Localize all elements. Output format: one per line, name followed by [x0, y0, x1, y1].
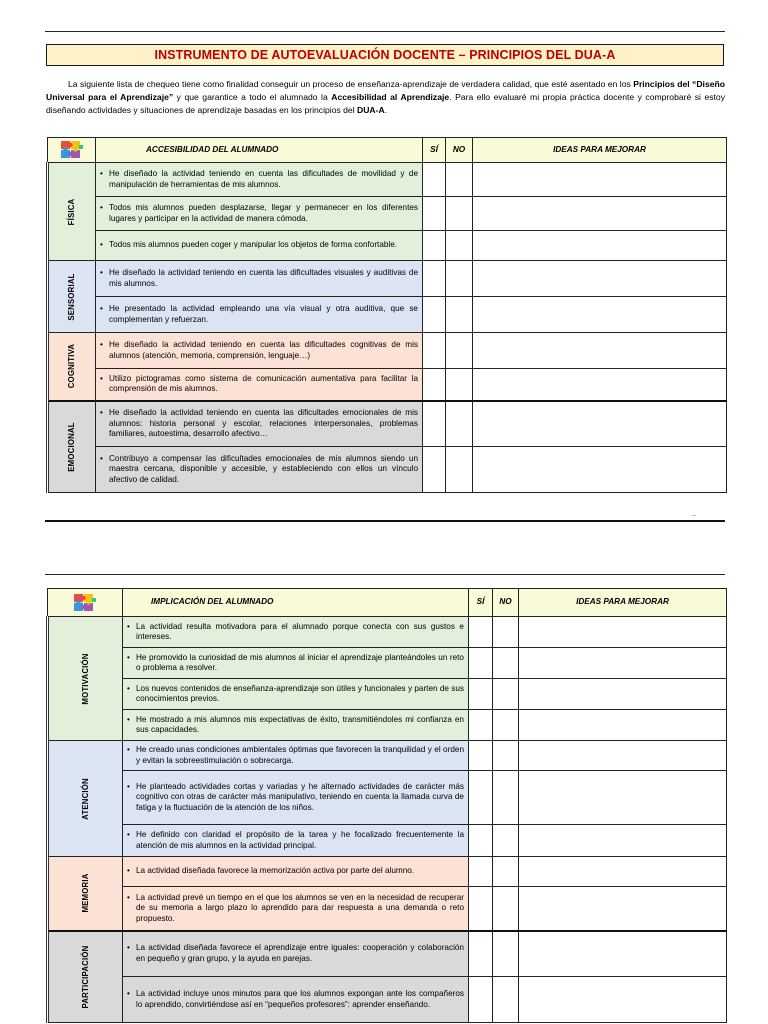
ideas-input-cell[interactable] [473, 369, 727, 401]
si-checkbox-cell[interactable] [469, 931, 493, 977]
ideas-input-cell[interactable] [519, 617, 727, 648]
si-checkbox-cell[interactable] [469, 771, 493, 825]
table-row [48, 679, 727, 710]
table-row [48, 401, 727, 447]
ideas-input-cell[interactable] [519, 887, 727, 931]
ideas-input-cell[interactable] [473, 163, 727, 197]
col-no-header: NO [446, 138, 473, 163]
si-checkbox-cell[interactable] [423, 163, 446, 197]
no-checkbox-cell[interactable] [493, 617, 519, 648]
no-checkbox-cell[interactable] [446, 369, 473, 401]
ideas-input-cell[interactable] [519, 931, 727, 977]
checklist-item: • He mostrado a mis alumnos mis expectativas de éxito, transmitiéndoles mi confianza en sus capacidades. [123, 710, 469, 741]
table-row [48, 857, 727, 887]
table-row [48, 369, 727, 401]
table-row [48, 977, 727, 1023]
ideas-input-cell[interactable] [473, 297, 727, 333]
si-checkbox-cell[interactable] [469, 741, 493, 771]
checklist-item: • La actividad incluye unos minutos para que los alumnos expongan ante los compañeros lo aprendido, convirtiéndose así en “pequeños profesores”: aprender enseñando. [123, 977, 469, 1023]
checklist-item: • He definido con claridad el propósito de la tarea y he focalizado frecuentemente la atención de mis alumnos en la actividad principal. [123, 825, 469, 857]
si-checkbox-cell[interactable] [423, 261, 446, 297]
table-row [48, 741, 727, 771]
no-checkbox-cell[interactable] [446, 333, 473, 369]
ideas-input-cell[interactable] [519, 857, 727, 887]
no-checkbox-cell[interactable] [446, 231, 473, 261]
checklist-item: • Utilizo pictogramas como sistema de comunicación aumentativa para facilitar la comprensión de mis alumnos. [96, 369, 423, 401]
implicacion-checklist [46, 588, 727, 1023]
no-checkbox-cell[interactable] [446, 401, 473, 447]
si-checkbox-cell[interactable] [469, 679, 493, 710]
checklist-item: • Todos mis alumnos pueden desplazarse, llegar y permanecer en los diferentes lugares y participar en la actividad de manera cómoda. [96, 197, 423, 231]
category-fisica: FÍSICA [48, 163, 96, 261]
category-atencion: ATENCIÓN [48, 741, 123, 857]
si-checkbox-cell[interactable] [469, 857, 493, 887]
no-checkbox-cell[interactable] [493, 977, 519, 1023]
col-si-header: SÍ [469, 589, 493, 617]
table-row [48, 447, 727, 493]
si-checkbox-cell[interactable] [423, 333, 446, 369]
si-checkbox-cell[interactable] [423, 231, 446, 261]
no-checkbox-cell[interactable] [446, 163, 473, 197]
no-checkbox-cell[interactable] [493, 887, 519, 931]
no-checkbox-cell[interactable] [493, 710, 519, 741]
no-checkbox-cell[interactable] [446, 261, 473, 297]
checklist-item: • La actividad resulta motivadora para el alumnado porque conecta con sus gustos e intereses. [123, 617, 469, 648]
table-header-row [48, 589, 727, 617]
si-checkbox-cell[interactable] [423, 369, 446, 401]
checklist-item: • He presentado la actividad empleando una vía visual y otra auditiva, que se complementan y refuerzan. [96, 297, 423, 333]
checklist-item: • Todos mis alumnos pueden coger y manipular los objetos de forma confortable. [96, 231, 423, 261]
table-row [48, 261, 727, 297]
page-break-rule [45, 520, 725, 522]
puzzle-pieces-icon [48, 589, 123, 617]
accesibilidad-checklist [46, 137, 727, 493]
page-mark [692, 515, 696, 516]
puzzle-pieces-icon [48, 138, 96, 163]
ideas-input-cell[interactable] [519, 741, 727, 771]
ideas-input-cell[interactable] [519, 771, 727, 825]
si-checkbox-cell[interactable] [423, 297, 446, 333]
col-no-header: NO [493, 589, 519, 617]
checklist-item: • He creado unas condiciones ambientales óptimas que favorecen la tranquilidad y el orden y evitan la sobreestimulación o sobrecarga. [123, 741, 469, 771]
ideas-input-cell[interactable] [473, 447, 727, 493]
checklist-item: • He diseñado la actividad teniendo en cuenta las dificultades de movilidad y de manipulación de herramientas de mis alumnos. [96, 163, 423, 197]
table-title: ACCESIBILIDAD DEL ALUMNADO [96, 138, 423, 163]
checklist-item: • He planteado actividades cortas y variadas y he alternado actividades de carácter más cognitivo con otras de carácter más manipulativo, teniendo en cuenta la llamada curva de fatiga y la fluctuación de la atención de los niños. [123, 771, 469, 825]
ideas-input-cell[interactable] [519, 825, 727, 857]
table-row [48, 333, 727, 369]
si-checkbox-cell[interactable] [423, 401, 446, 447]
col-ideas-header: IDEAS PARA MEJORAR [473, 138, 727, 163]
category-motivacion: MOTIVACIÓN [48, 617, 123, 741]
table-row [48, 297, 727, 333]
ideas-input-cell[interactable] [473, 401, 727, 447]
ideas-input-cell[interactable] [519, 710, 727, 741]
category-memoria: MEMORIA [48, 857, 123, 931]
table-header-row [48, 138, 727, 163]
checklist-item: • He diseñado la actividad teniendo en cuenta las dificultades cognitivas de mis alumnos (atención, memoria, comprensión, lenguaje…) [96, 333, 423, 369]
no-checkbox-cell[interactable] [493, 679, 519, 710]
category-emocional: EMOCIONAL [48, 401, 96, 493]
table-row [48, 710, 727, 741]
checklist-item: • Los nuevos contenidos de enseñanza-aprendizaje son útiles y funcionales y parten de sus conocimientos previos. [123, 679, 469, 710]
no-checkbox-cell[interactable] [446, 447, 473, 493]
intro-paragraph: La siguiente lista de chequeo tiene como finalidad conseguir un proceso de enseñanza-aprendizaje de verdadera calidad, que esté asentado en los Principios del “Diseño Universal para el Aprendizaje” y que garantice a todo el alumnado la Accesibilidad al Aprendizaje. Para ello evaluaré mi propia práctica docente y comprobaré si estoy diseñando actividades y situaciones de aprendizaje basadas en los principios del DUA-A. [46, 79, 726, 115]
no-checkbox-cell[interactable] [446, 297, 473, 333]
ideas-input-cell[interactable] [473, 231, 727, 261]
no-checkbox-cell[interactable] [493, 825, 519, 857]
table-row [48, 163, 727, 197]
checklist-item: • He diseñado la actividad teniendo en cuenta las dificultades visuales y auditivas de mis alumnos. [96, 261, 423, 297]
category-cognitiva: COGNITIVA [48, 333, 96, 401]
table-row [48, 617, 727, 648]
ideas-input-cell[interactable] [519, 648, 727, 679]
si-checkbox-cell[interactable] [423, 447, 446, 493]
table-title: IMPLICACIÓN DEL ALUMNADO [123, 589, 469, 617]
si-checkbox-cell[interactable] [469, 648, 493, 679]
table-row [48, 648, 727, 679]
table-row [48, 931, 727, 977]
si-checkbox-cell[interactable] [423, 197, 446, 231]
si-checkbox-cell[interactable] [469, 977, 493, 1023]
table-row [48, 197, 727, 231]
si-checkbox-cell[interactable] [469, 887, 493, 931]
no-checkbox-cell[interactable] [493, 771, 519, 825]
document-title: INSTRUMENTO DE AUTOEVALUACIÓN DOCENTE – PRINCIPIOS DEL DUA-A [46, 44, 724, 66]
si-checkbox-cell[interactable] [469, 617, 493, 648]
page-top-rule [45, 574, 725, 575]
ideas-input-cell[interactable] [473, 261, 727, 297]
category-participacion: PARTICIPACIÓN [48, 931, 123, 1023]
checklist-item: • La actividad diseñada favorece el aprendizaje entre iguales: cooperación y colaboración en pequeño y gran grupo, y la ayuda en parejas. [123, 931, 469, 977]
si-checkbox-cell[interactable] [469, 825, 493, 857]
ideas-input-cell[interactable] [519, 679, 727, 710]
checklist-item: • La actividad prevé un tiempo en el que los alumnos se ven en la necesidad de recuperar de su memoria a largo plazo lo aprendido para dar respuesta a una demanda o reto propuesto. [123, 887, 469, 931]
no-checkbox-cell[interactable] [493, 857, 519, 887]
checklist-item: • He promovido la curiosidad de mis alumnos al iniciar el aprendizaje planteándoles un reto o problema a resolver. [123, 648, 469, 679]
no-checkbox-cell[interactable] [446, 197, 473, 231]
table-row [48, 887, 727, 931]
no-checkbox-cell[interactable] [493, 931, 519, 977]
col-ideas-header: IDEAS PARA MEJORAR [519, 589, 727, 617]
table-row [48, 231, 727, 261]
category-sensorial: SENSORIAL [48, 261, 96, 333]
ideas-input-cell[interactable] [519, 977, 727, 1023]
checklist-item: • He diseñado la actividad teniendo en cuenta las dificultades emocionales de mis alumnos: historia personal y escolar, relaciones interpersonales, problemas familiares, autoestima, desarrollo afectivo… [96, 401, 423, 447]
checklist-item: • La actividad diseñada favorece la memorización activa por parte del alumno. [123, 857, 469, 887]
ideas-input-cell[interactable] [473, 333, 727, 369]
ideas-input-cell[interactable] [473, 197, 727, 231]
checklist-item: • Contribuyo a compensar las dificultades emocionales de mis alumnos siendo un maestra cercana, disponible y accesible, y estableciendo con ellos un vínculo afectivo de calidad. [96, 447, 423, 493]
top-rule [45, 31, 725, 32]
no-checkbox-cell[interactable] [493, 741, 519, 771]
col-si-header: SÍ [423, 138, 446, 163]
si-checkbox-cell[interactable] [469, 710, 493, 741]
table-row [48, 825, 727, 857]
no-checkbox-cell[interactable] [493, 648, 519, 679]
table-row [48, 771, 727, 825]
